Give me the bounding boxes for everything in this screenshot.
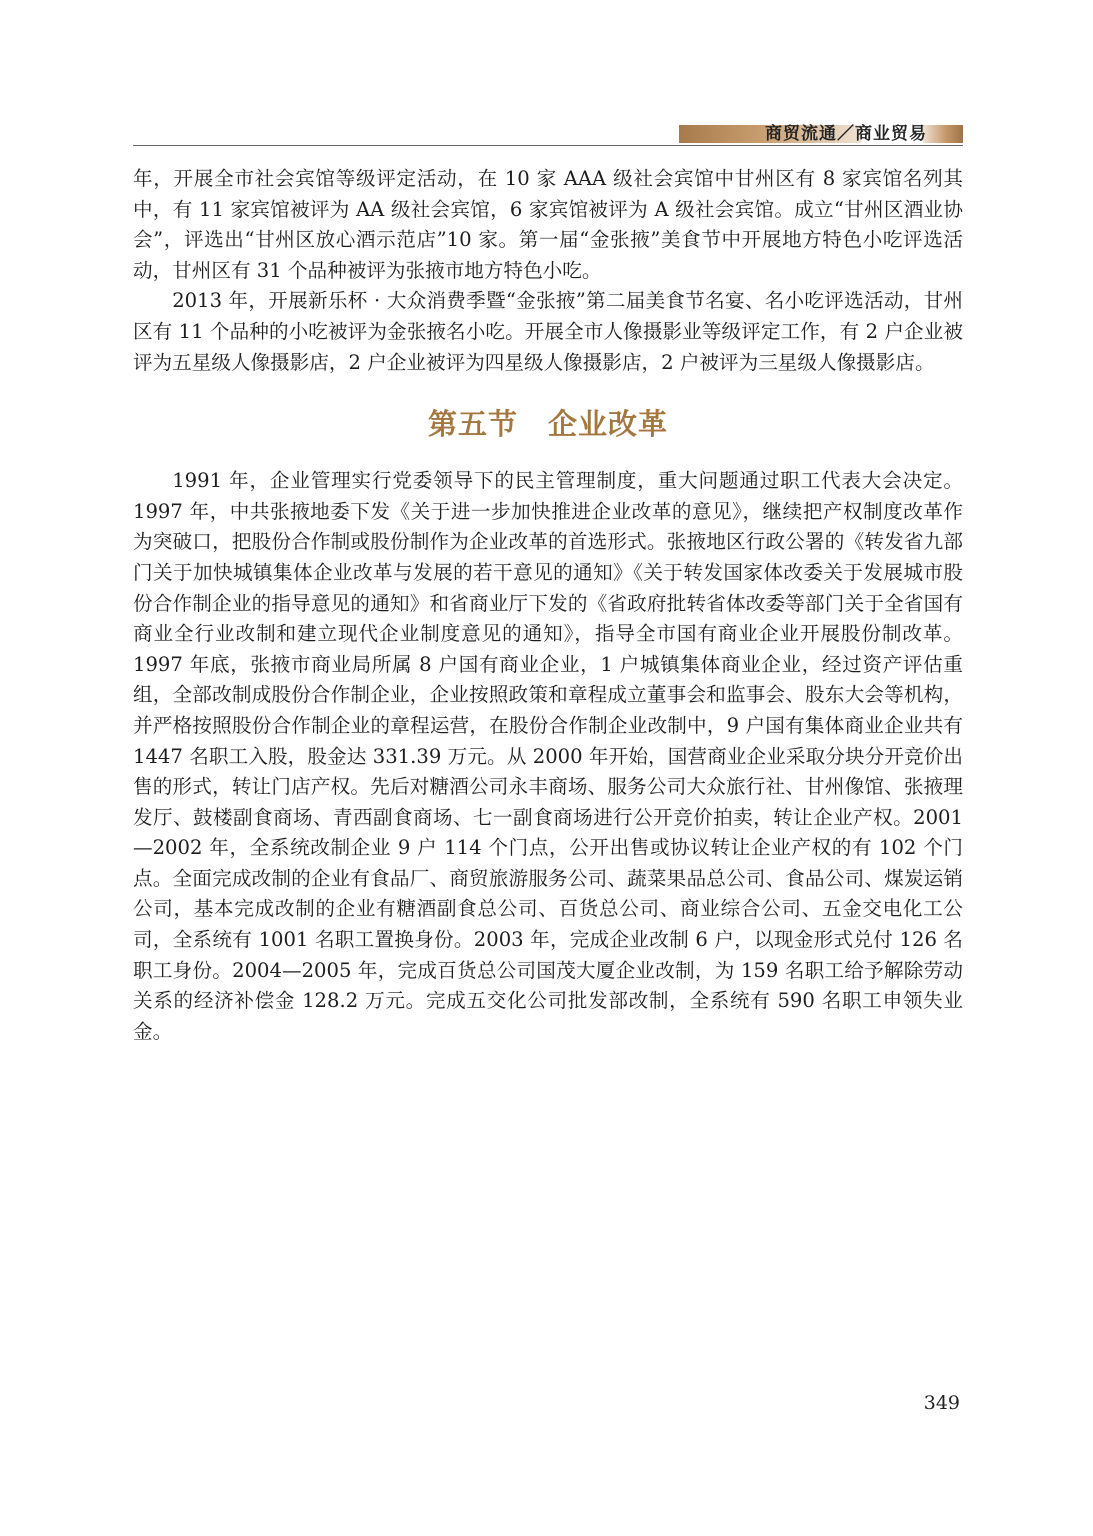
paragraph-2: 2013 年，开展新乐杯 · 大众消费季暨“金张掖”第二届美食节名宴、名小吃评选活动，甘州区有 11 个品种的小吃被评为金张掖名小吃。开展全市人像摄影业等级评定工作，有 2 户企业被评为五星级人像摄影店，2 户企业被评为四星级人像摄影店，2 户被评为三星级人像摄影店。 <box>133 289 963 374</box>
header-title: 商贸流通／商业贸易 <box>765 124 927 144</box>
paragraph-1: 年，开展全市社会宾馆等级评定活动，在 10 家 AAA 级社会宾馆中甘州区有 8 家宾馆名列其中，有 11 家宾馆被评为 AA 级社会宾馆，6 家宾馆被评为 A 级社会宾馆。成立“甘州区酒业协会”，评选出“甘州区放心酒示范店”10 家。第一届“金张掖”美食节中开展地方特色小吃评选活动，甘州区有 31 个品种被评为张掖市地方特色小吃。 <box>133 167 963 282</box>
section-title: 第五节 企业改革 <box>427 407 668 442</box>
paragraph-3: 1991 年，企业管理实行党委领导下的民主管理制度，重大问题通过职工代表大会决定。1997 年，中共张掖地委下发《关于进一步加快推进企业改革的意见》，继续把产权制度改革作为突破口，把股份合作制或股份制作为企业改革的首选形式。张掖地区行政公署的《转发省九部门关于加快城镇集体企业改革与发展的若干意见的通知》《关于转发国家体改委关于发展城市股份合作制企业的指导意见的通知》和省商业厅下发的《省政府批转省体改委等部门关于全省国有商业全行业改制和建立现代企业制度意见的通知》，指导全市国有商业企业开展股份制改革。1997 年底，张掖市商业局所属 8 户国有商业企业，1 户城镇集体商业企业，经过资产评估重组，全部改制成股份合作制企业，企业按照政策和章程成立董事会和监事会、股东大会等机构，并严格按照股份合作制企业的章程运营，在股份合作制企业改制中，9 户国有集体商业企业共有 1447 名职工入股，股金达 331.39 万元。从 2000 年开始，国营商业企业采取分块分开竞价出售的形式，转让门店产权。先后对糖酒公司永丰商场、服务公司大众旅行社、甘州像馆、张掖理发厅、鼓楼副食商场、青西副食商场、七一副食商场进行公开竞价拍卖，转让企业产权。2001—2002 年，全系统改制企业 9 户 114 个门点，公开出售或协议转让企业产权的有 102 个门点。全面完成改制的企业有食品厂、商贸旅游服务公司、蔬菜果品总公司、食品公司、煤炭运销公司，基本完成改制的企业有糖酒副食总公司、百货总公司、商业综合公司、五金交电化工公司，全系统有 1001 名职工置换身份。2003 年，完成企业改制 6 户，以现金形式兑付 126 名职工身份。2004—2005 年，完成百货总公司国茂大厦企业改制，为 159 名职工给予解除劳动关系的经济补偿金 128.2 万元。完成五交化公司批发部改制，全系统有 590 名职工申领失业金。 <box>133 469 963 1043</box>
page-content <box>133 164 963 1047</box>
header-rule <box>133 145 963 146</box>
running-header <box>133 124 963 146</box>
page-number: 349 <box>923 1392 960 1414</box>
